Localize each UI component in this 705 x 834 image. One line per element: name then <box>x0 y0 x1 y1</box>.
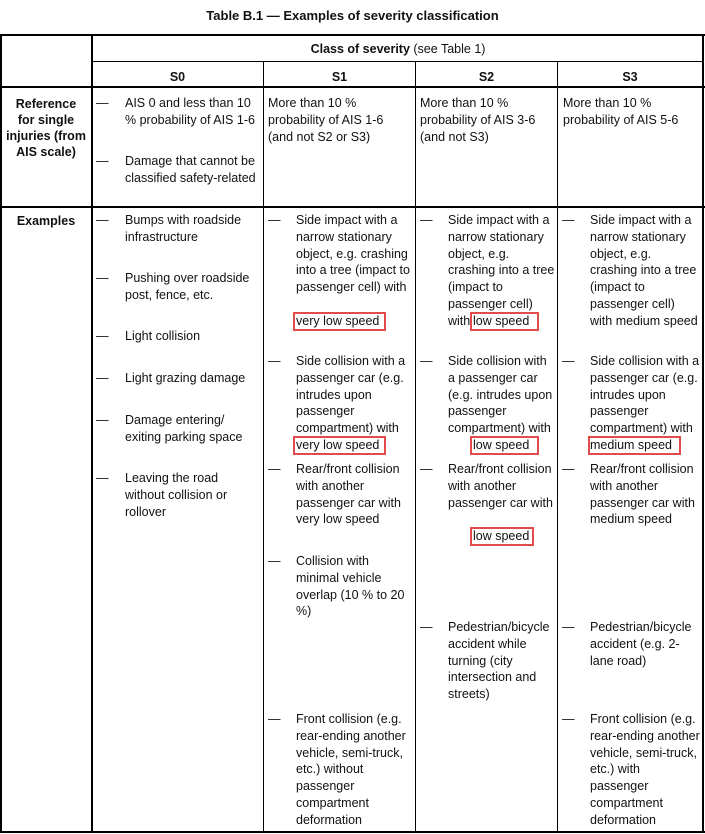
examples-s3-item: Side collision with a passenger car (e.g. intrudes upon passenger compartment) with <box>590 354 700 436</box>
examples-s2-item: Side impact with a narrow stationary object, e.g. crashing into a tree (impact to passenger cell) with <box>448 213 555 328</box>
examples-s0-item: Pushing over roadside post, fence, etc. <box>125 271 250 302</box>
examples-s2-speed: low speed <box>473 529 530 543</box>
examples-s1-item: Collision with minimal vehicle overlap (10 % to 20 %) <box>296 554 405 619</box>
examples-s1-item: Side collision with a passenger car (e.g. intrudes upon passenger compartment) with <box>296 354 406 436</box>
column-header-s3: S3 <box>622 70 638 84</box>
examples-s1-item: Front collision (e.g. rear-ending another vehicle, semi-truck, etc.) without passenger compartment deformation <box>296 712 406 827</box>
dash-marker: — <box>562 462 575 476</box>
examples-s2-speed: low speed <box>473 438 530 452</box>
examples-s3-item: Pedestrian/bicycle accident (e.g. 2-lane road) <box>590 620 692 668</box>
highlight-box <box>470 436 539 455</box>
examples-s3-item: Side impact with a narrow stationary object, e.g. crashing into a tree (impact to passenger cell) with medium speed <box>590 213 698 328</box>
examples-s3-item: Rear/front collision with another passenger car with medium speed <box>590 462 695 527</box>
dash-marker: — <box>268 354 281 368</box>
class-of-severity-header <box>92 42 704 56</box>
examples-s1-item: Side impact with a narrow stationary object, e.g. crashing into a tree (impact to passenger cell) with <box>296 213 410 295</box>
dash-marker: — <box>96 413 109 427</box>
examples-s0-item: Damage entering/ exiting parking space <box>125 413 243 444</box>
highlight-box <box>293 312 386 331</box>
dash-marker: — <box>268 712 281 726</box>
reference-row-bottom-border <box>0 206 705 208</box>
dash-marker: — <box>420 213 433 227</box>
dash-marker: — <box>562 354 575 368</box>
table-bottom-border <box>0 831 705 833</box>
column-header-s0: S0 <box>169 70 186 84</box>
dash-marker: — <box>562 213 575 227</box>
class-of-severity-label: Class of severity <box>310 42 410 56</box>
column-header-s1: S1 <box>331 70 348 84</box>
table-title: Table B.1 — Examples of severity classification <box>206 8 499 23</box>
reference-s2-text: More than 10 % probability of AIS 3-6 (and not S3) <box>420 96 536 144</box>
dash-marker: — <box>420 462 433 476</box>
examples-s1-speed: very low speed <box>296 438 380 452</box>
table-top-border <box>0 34 705 36</box>
dash-marker: — <box>268 213 281 227</box>
dash-marker: — <box>96 213 109 227</box>
examples-s1-speed: very low speed <box>296 314 380 328</box>
dash-marker: — <box>268 554 281 568</box>
examples-s3-item: Front collision (e.g. rear-ending another vehicle, semi-truck, etc.) with passenger compartment deformation <box>590 712 700 827</box>
reference-s0-item: AIS 0 and less than 10 % probability of AIS 1-6 <box>125 96 255 127</box>
examples-s0-item: Light grazing damage <box>125 371 246 385</box>
examples-s3-speed: medium speed <box>590 438 672 452</box>
examples-s2-speed: low speed <box>473 314 530 328</box>
row-label-examples: Examples <box>16 214 76 228</box>
examples-s1-item: Rear/front collision with another passenger car with very low speed <box>296 462 401 527</box>
examples-s2-item: Side collision with a passenger car (e.g. intrudes upon passenger compartment) with <box>448 354 553 436</box>
highlight-box <box>588 436 681 455</box>
table-left-border <box>0 34 2 832</box>
examples-s2-item: Rear/front collision with another passenger car with <box>448 462 553 510</box>
reference-s3-text: More than 10 % probability of AIS 5-6 <box>563 96 679 127</box>
row-label-reference: Reference for single injuries (from AIS scale) <box>6 97 86 159</box>
examples-s0-item: Bumps with roadside infrastructure <box>125 213 242 244</box>
reference-s1-text: More than 10 % probability of AIS 1-6 (and not S2 or S3) <box>268 96 384 144</box>
s2-s3-border <box>557 61 558 832</box>
dash-marker: — <box>96 329 109 343</box>
s0-s1-border <box>263 61 264 832</box>
s1-s2-border <box>415 61 416 832</box>
dash-marker: — <box>96 154 109 168</box>
examples-s2-item: Pedestrian/bicycle accident while turning (city intersection and streets) <box>448 620 550 702</box>
column-header-s2: S2 <box>478 70 495 84</box>
dash-marker: — <box>268 462 281 476</box>
highlight-box <box>293 436 386 455</box>
class-header-divider <box>92 61 704 62</box>
header-bottom-border <box>0 86 705 88</box>
table-right-border <box>702 34 704 832</box>
dash-marker: — <box>420 620 433 634</box>
dash-marker: — <box>96 271 109 285</box>
examples-s0-item: Leaving the road without collision or rollover <box>125 471 228 519</box>
dash-marker: — <box>96 471 109 485</box>
examples-s0-item: Light collision <box>125 329 201 343</box>
dash-marker: — <box>562 712 575 726</box>
highlight-box <box>470 312 539 331</box>
dash-marker: — <box>96 371 109 385</box>
dash-marker: — <box>96 96 109 110</box>
dash-marker: — <box>562 620 575 634</box>
label-column-border <box>91 34 93 832</box>
dash-marker: — <box>420 354 433 368</box>
see-table-ref: (see Table 1) <box>409 42 486 56</box>
reference-s0-item: Damage that cannot be classified safety-related <box>125 154 256 185</box>
highlight-box <box>470 527 534 546</box>
